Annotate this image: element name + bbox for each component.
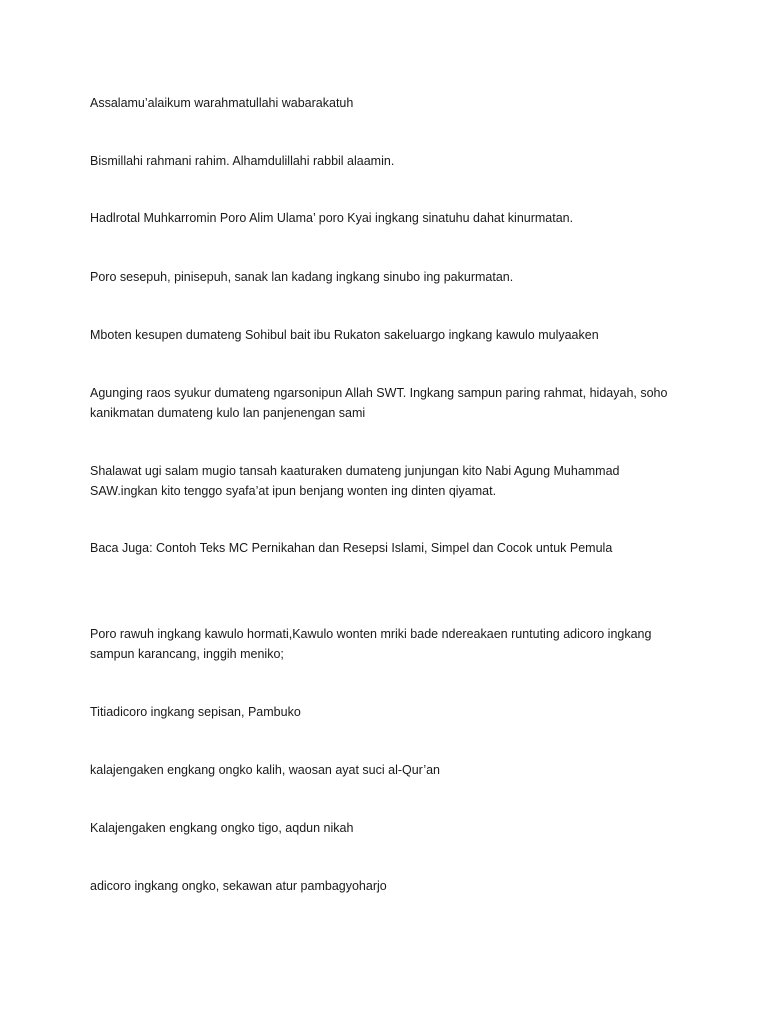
text-line: sampun karancang, inggih meniko;: [90, 647, 284, 661]
paragraph-host: [90, 325, 690, 345]
text-line: Poro sesepuh, pinisepuh, sanak lan kadang ingkang sinubo ing pakurmatan.: [90, 270, 514, 284]
paragraph-shalawat: [90, 461, 690, 501]
text-line: Bismillahi rahmani rahim. Alhamdulillahi rabbil alaamin.: [90, 154, 395, 168]
text-line: Titiadicoro ingkang sepisan, Pambuko: [90, 705, 301, 719]
text-line: kanikmatan dumateng kulo lan panjenengan sami: [90, 406, 366, 420]
paragraph-agenda-first: [90, 702, 690, 722]
paragraph-gratitude: [90, 383, 690, 423]
paragraph-agenda-second: [90, 760, 690, 780]
text-line: Agunging raos syukur dumateng ngarsonipun Allah SWT. Ingkang sampun paring rahmat, hidayah, soho: [90, 386, 668, 400]
text-line: Assalamu’alaikum warahmatullahi wabarakatuh: [90, 96, 354, 110]
text-line: Mboten kesupen dumateng Sohibul bait ibu Rukaton sakeluargo ingkang kawulo mulyaaken: [90, 328, 599, 342]
text-line: SAW.ingkan kito tenggo syafa’at ipun benjang wonten ing dinten qiyamat.: [90, 484, 497, 498]
paragraph-agenda-fourth: [90, 876, 690, 896]
text-line: Poro rawuh ingkang kawulo hormati,Kawulo wonten mriki bade ndereakaen runtuting adicoro ingkang: [90, 627, 652, 641]
text-line: kalajengaken engkang ongko kalih, waosan ayat suci al-Qur’an: [90, 763, 440, 777]
paragraph-greeting: [90, 93, 690, 113]
text-line: Hadlrotal Muhkarromin Poro Alim Ulama’ poro Kyai ingkang sinatuhu dahat kinurmatan.: [90, 211, 574, 225]
text-line: Baca Juga: Contoh Teks MC Pernikahan dan Resepsi Islami, Simpel dan Cocok untuk Pemula: [90, 541, 613, 555]
text-line: Kalajengaken engkang ongko tigo, aqdun nikah: [90, 821, 354, 835]
text-line: Shalawat ugi salam mugio tansah kaaturaken dumateng junjungan kito Nabi Agung Muhammad: [90, 464, 620, 478]
paragraph-honored-guests: [90, 208, 690, 228]
text-line: adicoro ingkang ongko, sekawan atur pambagyoharjo: [90, 879, 387, 893]
paragraph-agenda-intro: [90, 624, 690, 664]
paragraph-agenda-third: [90, 818, 690, 838]
paragraph-bismillah: [90, 151, 690, 171]
paragraph-elders: [90, 267, 690, 287]
paragraph-read-also: [90, 538, 690, 558]
